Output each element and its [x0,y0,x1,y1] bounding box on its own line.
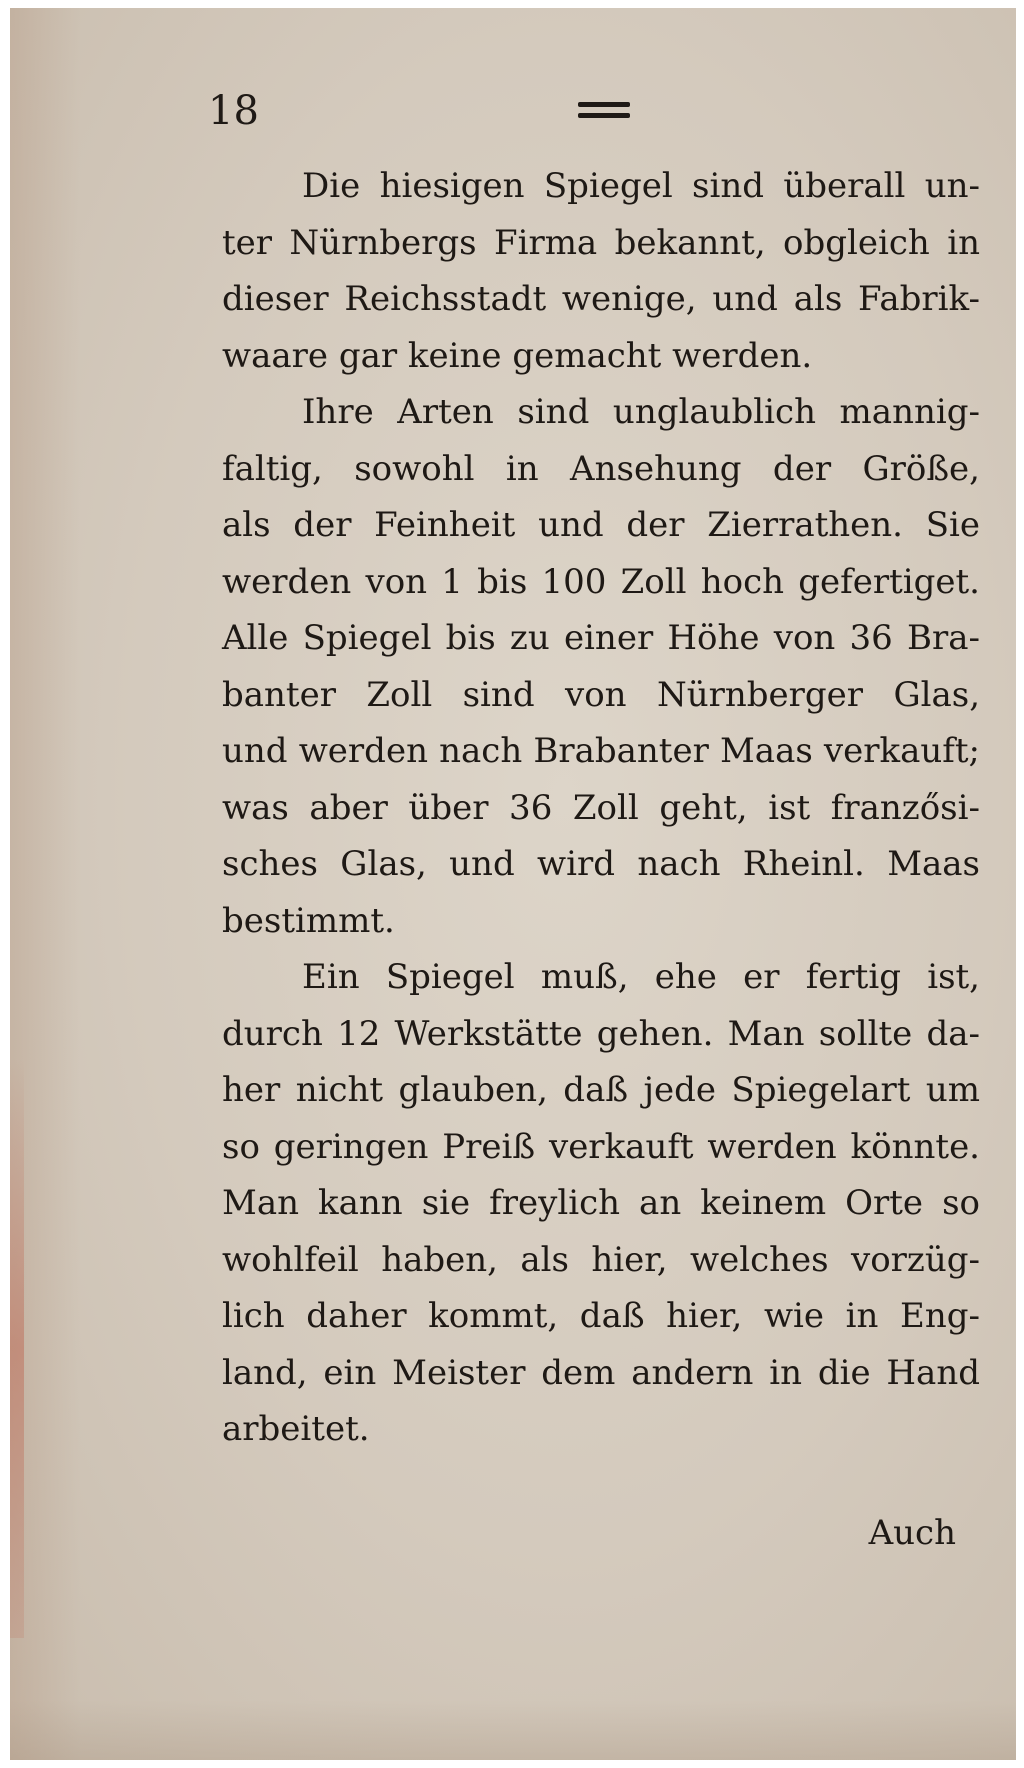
text-line: Man kann sie freylich an keinem Orte so [222,1183,980,1223]
text-line: Ihre Arten sind unglaublich mannig- [302,392,980,432]
text-line: was aber über 36 Zoll geht, ist franzősi- [222,787,980,828]
text-line: werden von 1 bis 100 Zoll hoch gefertiget. [222,561,980,602]
text-line: und werden nach Brabanter Maas verkauft; [222,731,980,771]
text-line: als der Feinheit und der Zierrathen. Sie [222,505,980,545]
text-line: Ein Spiegel muß, ehe er fertig ist, [302,957,980,997]
text-line: lich daher kommt, daß hier, wie in Eng- [222,1296,980,1336]
page-number: 18 [208,88,259,134]
text-line: waare gar keine gemacht werden. [222,335,813,376]
text-line: durch 12 Werkstätte gehen. Man sollte da- [222,1013,980,1054]
text-line: ter Nürnbergs Firma bekannt, obgleich in [222,222,980,263]
text-line: bestimmt. [222,900,395,941]
text-line: sches Glas, und wird nach Rheinl. Maas [222,844,980,884]
text-line: dieser Reichsstadt wenige, und als Fabrik- [222,279,980,319]
text-line: Die hiesigen Spiegel sind überall un- [302,166,980,206]
text-line: banter Zoll sind von Nürnberger Glas, [222,674,980,715]
text-line: Alle Spiegel bis zu einer Höhe von 36 Bra- [222,618,980,658]
paper-stain-red [10,1058,24,1638]
paper-stain-bottom [10,1700,1016,1760]
text-line: wohlfeil haben, als hier, welches vorzüg- [222,1239,980,1280]
separator-rule [578,102,630,124]
text-line: arbeitet. [222,1409,370,1449]
text-line: faltig, sowohl in Ansehung der Größe, [222,448,980,489]
page-header [208,88,968,148]
text-line: land, ein Meister dem andern in die Hand [222,1352,980,1393]
catchword: Auch [868,1513,956,1553]
body-text [222,158,980,1458]
book-page [10,8,1016,1760]
text-line: so geringen Preiß verkauft werden könnte. [222,1126,980,1167]
text-line: her nicht glauben, daß jede Spiegelart um [222,1070,980,1110]
